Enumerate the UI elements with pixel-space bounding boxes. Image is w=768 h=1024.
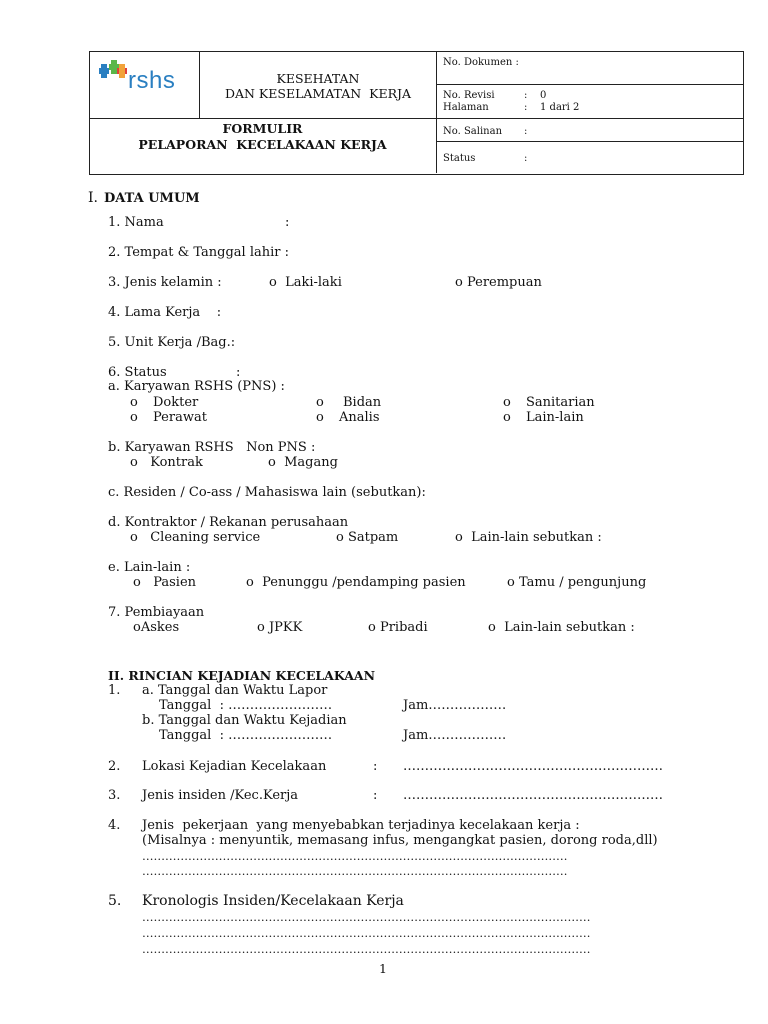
- header-divider: [436, 51, 437, 173]
- option-askes[interactable]: oAskes: [133, 620, 180, 635]
- item1b-jam: Jam………………: [403, 728, 507, 743]
- dept-title-line1: KESEHATAN: [276, 71, 360, 86]
- no-revisi-label: No. Revisi: [443, 90, 495, 101]
- page-number: 1: [379, 961, 387, 976]
- item2-label: Lokasi Kejadian Kecelakaan: [142, 759, 327, 774]
- field-lama-kerja: 4. Lama Kerja :: [108, 305, 222, 320]
- item1a-label: a. Tanggal dan Waktu Lapor: [142, 683, 328, 698]
- option-lain-lain-pembiayaan[interactable]: o Lain-lain sebutkan :: [488, 620, 635, 635]
- form-title-line1: FORMULIR: [222, 121, 303, 136]
- header-divider: [436, 141, 743, 142]
- field-jenis-kelamin: 3. Jenis kelamin :: [108, 275, 222, 290]
- item1a-tanggal: Tanggal : ……………………: [159, 698, 333, 713]
- status-c-label: c. Residen / Co-ass / Mahasiswa lain (sebutkan):: [108, 485, 426, 500]
- section2-title: II. RINCIAN KEJADIAN KECELAKAAN: [108, 668, 376, 683]
- field-nama-sep: :: [285, 215, 290, 230]
- option-lain-lain[interactable]: Lain-lain: [526, 410, 584, 425]
- header-divider: [89, 118, 743, 119]
- status-sep: :: [524, 153, 528, 164]
- option-penunggu[interactable]: o Penunggu /pendamping pasien: [246, 575, 466, 590]
- item2-sep: :: [373, 759, 378, 774]
- item1b-label: b. Tanggal dan Waktu Kejadian: [142, 713, 347, 728]
- option-analis[interactable]: Analis: [339, 410, 380, 425]
- no-salinan-label: No. Salinan: [443, 126, 503, 137]
- option-cleaning-service[interactable]: o Cleaning service: [130, 530, 261, 545]
- halaman-sep: :: [524, 102, 528, 113]
- section1-title: DATA UMUM: [104, 191, 200, 206]
- option-pasien[interactable]: o Pasien: [133, 575, 197, 590]
- option-lain-lain-sebutkan[interactable]: o Lain-lain sebutkan :: [455, 530, 602, 545]
- option-bullet: o: [503, 410, 511, 425]
- item1b-tanggal: Tanggal : ……………………: [159, 728, 333, 743]
- item4-dots: …………………………………………………………………………………………………: [142, 864, 568, 878]
- item-number: 1.: [108, 683, 121, 698]
- option-dokter[interactable]: Dokter: [153, 395, 199, 410]
- rshs-logo: [95, 58, 195, 98]
- option-magang[interactable]: o Magang: [268, 455, 338, 470]
- item4-line1: Jenis pekerjaan yang menyebabkan terjadinya kecelakaan kerja :: [142, 818, 580, 833]
- item4-line2: (Misalnya : menyuntik, memasang infus, mengangkat pasien, dorong roda,dll): [142, 833, 658, 848]
- item5-dots: ………………………………………………………………………………………………………: [142, 926, 591, 940]
- status-label: Status: [443, 153, 476, 164]
- option-tamu[interactable]: o Tamu / pengunjung: [507, 575, 647, 590]
- option-bidan[interactable]: Bidan: [343, 395, 382, 410]
- item-number: 3.: [108, 788, 121, 803]
- option-jpkk[interactable]: o JPKK: [257, 620, 303, 635]
- option-bullet: o: [316, 410, 324, 425]
- item5-dots: ………………………………………………………………………………………………………: [142, 942, 591, 956]
- field-tempat-lahir: 2. Tempat & Tanggal lahir :: [108, 245, 289, 260]
- field-unit-kerja: 5. Unit Kerja /Bag.:: [108, 335, 236, 350]
- no-dokumen-label: No. Dokumen :: [443, 57, 519, 68]
- form-title-line2: PELAPORAN KECELAKAAN KERJA: [138, 137, 387, 152]
- option-sanitarian[interactable]: Sanitarian: [526, 395, 595, 410]
- item2-dots: ……………………………………………………: [403, 759, 663, 774]
- option-perempuan[interactable]: o Perempuan: [455, 275, 542, 290]
- item3-sep: :: [373, 788, 378, 803]
- option-bullet: o: [503, 395, 511, 410]
- item4-dots: …………………………………………………………………………………………………: [142, 849, 568, 863]
- item-number: 4.: [108, 818, 121, 833]
- status-e-label: e. Lain-lain :: [108, 560, 191, 575]
- item3-label: Jenis insiden /Kec.Kerja: [142, 788, 299, 803]
- halaman-label: Halaman: [443, 102, 489, 113]
- status-b-label: b. Karyawan RSHS Non PNS :: [108, 440, 316, 455]
- option-perawat[interactable]: Perawat: [153, 410, 207, 425]
- item1a-jam: Jam………………: [403, 698, 507, 713]
- status-a-label: a. Karyawan RSHS (PNS) :: [108, 379, 285, 394]
- rshs-logo-mark: [95, 60, 131, 84]
- logo-text: rshs: [128, 67, 176, 94]
- no-salinan-sep: :: [524, 126, 528, 137]
- halaman-value: 1 dari 2: [540, 102, 580, 113]
- no-revisi-value: 0: [540, 90, 547, 101]
- item3-dots: ……………………………………………………: [403, 788, 663, 803]
- field-nama: 1. Nama: [108, 215, 164, 230]
- item5-dots: ………………………………………………………………………………………………………: [142, 910, 591, 924]
- item-number: 2.: [108, 759, 121, 774]
- option-bullet: o: [316, 395, 324, 410]
- option-laki-laki[interactable]: o Laki-laki: [269, 275, 342, 290]
- option-pribadi[interactable]: o Pribadi: [368, 620, 428, 635]
- field-status-sep: :: [236, 365, 241, 380]
- header-divider: [436, 84, 743, 85]
- status-d-label: d. Kontraktor / Rekanan perusahaan: [108, 515, 349, 530]
- item5-label: Kronologis Insiden/Kecelakaan Kerja: [142, 893, 404, 909]
- option-bullet: o: [130, 410, 138, 425]
- section1-number: I.: [88, 190, 98, 206]
- field-status: 6. Status: [108, 365, 167, 380]
- field-pembiayaan: 7. Pembiayaan: [108, 605, 205, 620]
- no-revisi-sep: :: [524, 90, 528, 101]
- dept-title-line2: DAN KESELAMATAN KERJA: [224, 86, 412, 101]
- option-bullet: o: [130, 395, 138, 410]
- option-satpam[interactable]: o Satpam: [336, 530, 399, 545]
- item-number: 5.: [108, 893, 122, 909]
- option-kontrak[interactable]: o Kontrak: [130, 455, 203, 470]
